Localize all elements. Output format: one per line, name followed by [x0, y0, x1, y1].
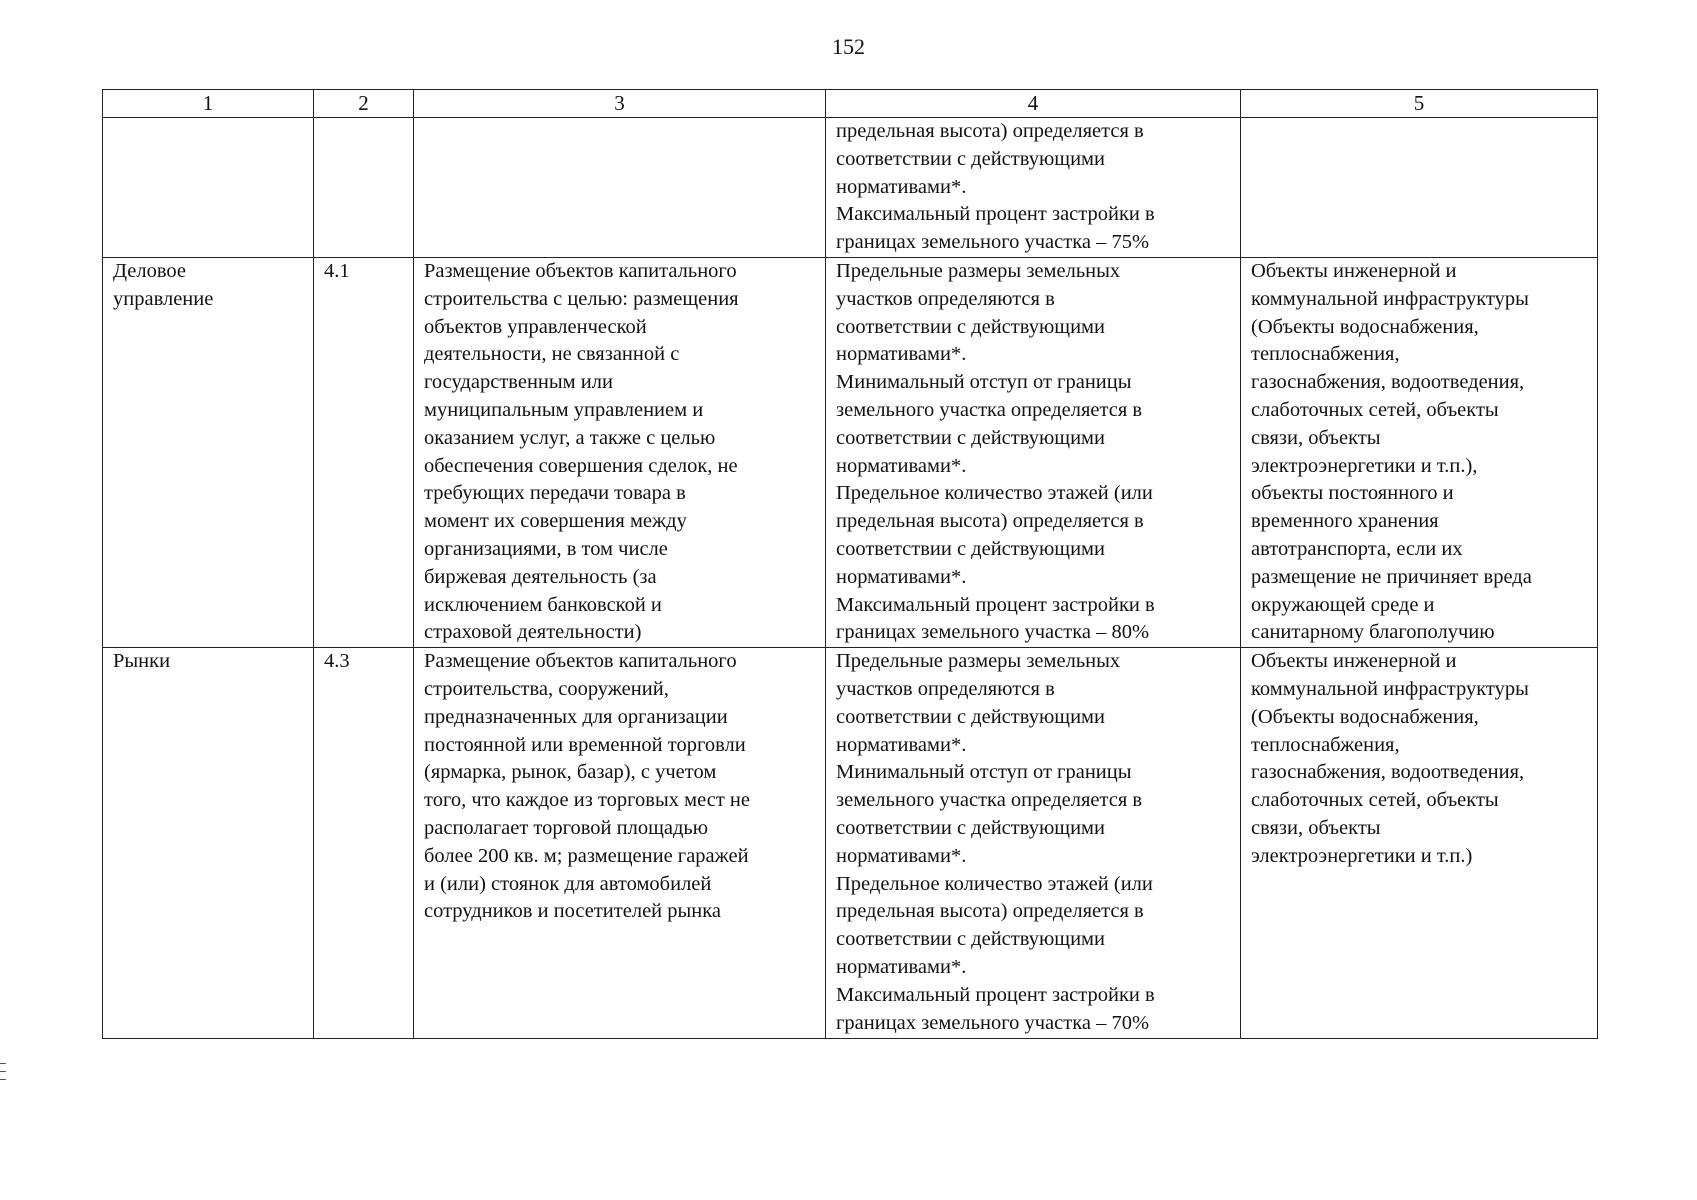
parameters-cell: предельная высота) определяется в соответствии с действующими нормативами*. Максимальный процент застройки в границах земельного участка – 75%	[826, 118, 1241, 258]
auxiliary-uses-cell	[1241, 118, 1598, 258]
header-cell-2: 2	[314, 90, 414, 118]
description-cell: Размещение объектов капитального строительства, сооружений, предназначенных для организации постоянной или временной торговли (ярмарка, рынок, базар), с учетом того, что каждое из торговых мест не располагает торговой площадью более 200 кв. м; размещение гаражей и (или) стоянок для автомобилей сотрудников и посетителей рынка	[414, 648, 826, 1039]
description-cell: Размещение объектов капитального строительства с целью: размещения объектов управленческой деятельности, не связанной с государственным или муниципальным управлением и оказанием услуг, а также с целью обеспечения совершения сделок, не требующих передачи товара в момент их совершения между организациями, в том числе биржевая деятельность (за исключением банковской и страховой деятельности)	[414, 258, 826, 648]
page-number: 152	[832, 34, 865, 59]
scan-margin-mark	[0, 1063, 6, 1089]
parameters-cell: Предельные размеры земельных участков определяются в соответствии с действующими нормативами*. Минимальный отступ от границы земельного участка определяется в соответствии с действующими нормативами*. Предельное количество этажей (или предельная высота) определяется в соответствии с действующими нормативами*. Максимальный процент застройки в границах земельного участка – 70%	[826, 648, 1241, 1039]
regulations-table	[102, 89, 1598, 1039]
code-cell: 4.1	[314, 258, 414, 648]
use-type-cell	[103, 118, 314, 258]
table-header-row	[103, 90, 1598, 118]
use-type-cell: Рынки	[103, 648, 314, 1039]
parameters-cell: Предельные размеры земельных участков определяются в соответствии с действующими нормативами*. Минимальный отступ от границы земельного участка определяется в соответствии с действующими нормативами*. Предельное количество этажей (или предельная высота) определяется в соответствии с действующими нормативами*. Максимальный процент застройки в границах земельного участка – 80%	[826, 258, 1241, 648]
auxiliary-uses-cell: Объекты инженерной и коммунальной инфраструктуры (Объекты водоснабжения, теплоснабжения, газоснабжения, водоотведения, слаботочных сетей, объекты связи, объекты электроэнергетики и т.п.), объекты постоянного и временного хранения автотранспорта, если их размещение не причиняет вреда окружающей среде и санитарному благополучию	[1241, 258, 1598, 648]
table-row	[103, 648, 1598, 1039]
header-cell-4: 4	[826, 90, 1241, 118]
table-row	[103, 118, 1598, 258]
code-cell	[314, 118, 414, 258]
description-cell	[414, 118, 826, 258]
header-cell-3: 3	[414, 90, 826, 118]
auxiliary-uses-cell: Объекты инженерной и коммунальной инфраструктуры (Объекты водоснабжения, теплоснабжения, газоснабжения, водоотведения, слаботочных сетей, объекты связи, объекты электроэнергетики и т.п.)	[1241, 648, 1598, 1039]
header-cell-1: 1	[103, 90, 314, 118]
table-row	[103, 258, 1598, 648]
code-cell: 4.3	[314, 648, 414, 1039]
header-cell-5: 5	[1241, 90, 1598, 118]
use-type-cell: Деловое управление	[103, 258, 314, 648]
